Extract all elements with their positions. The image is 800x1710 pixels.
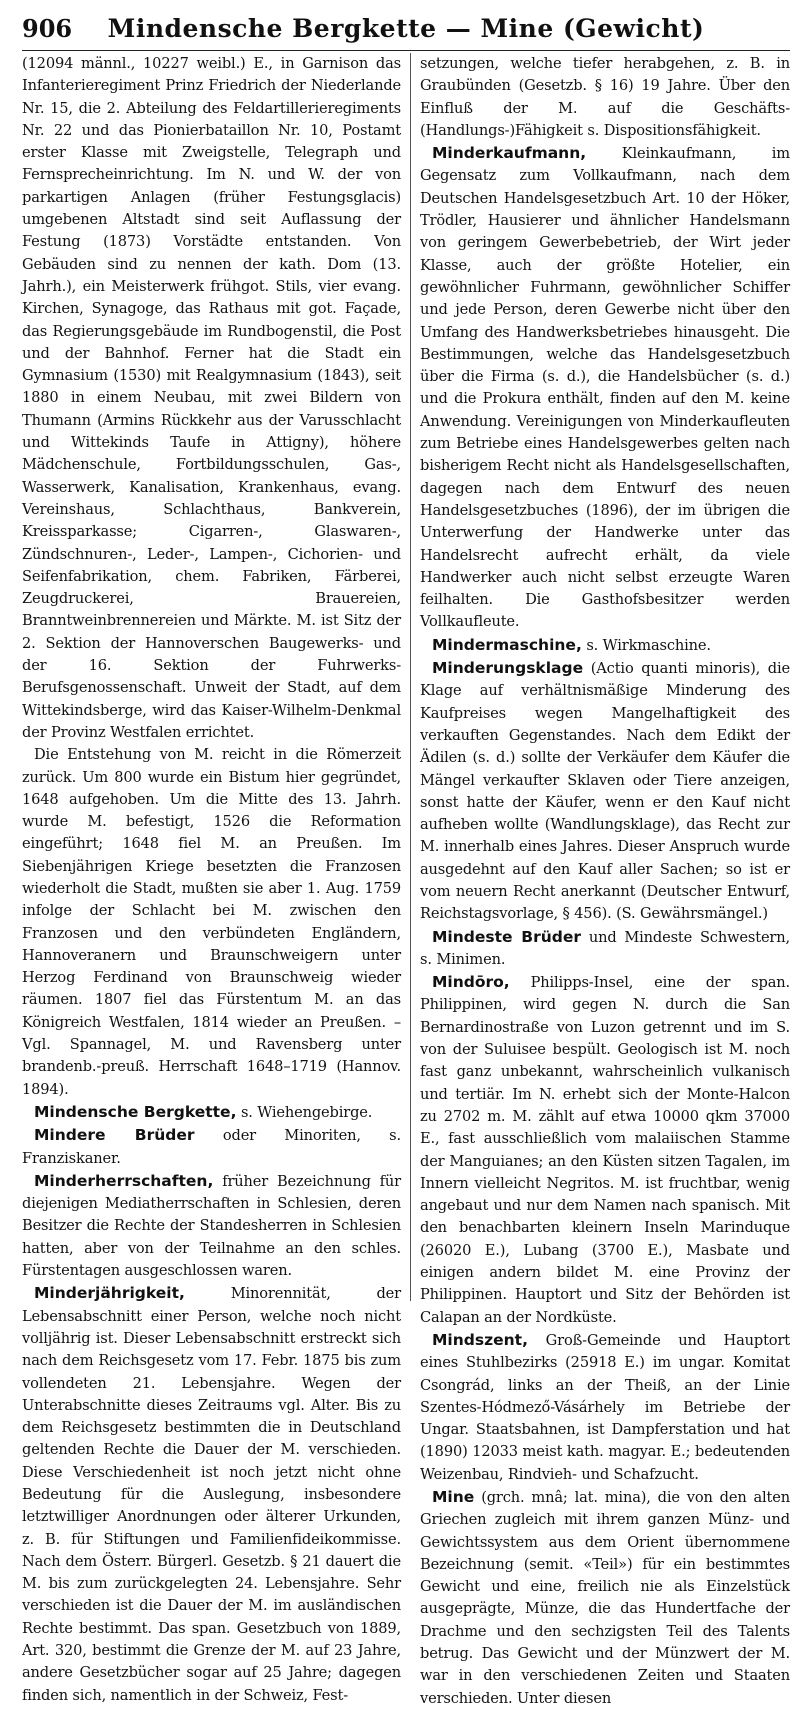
- entry-text: Kleinkaufmann, im Gegensatz zum Vollkaufmann, nach dem Deutschen Handelsgesetzbuch Art. 10 der Höker, Trödler, Hausierer und ähnlicher Handelsmann von geringem Gewerbebetrieb, der Wirt jeder Klasse, auch der größte Hotelier, ein gewöhnlicher Fuhrmann, gewöhnlicher Schiffer und jede Person, deren Gewerbe nicht über den Umfang des Handwerksbetriebes hinausgeht. Die Bestimmungen, welche das Handelsgesetzbuch über die Firma (s. d.), die Handelsbücher (s. d.) und die Prokura enthält, finden auf den M. keine Anwendung. Vereinigungen von Minderkaufleuten zum Betriebe eines Handelsgewerbes gelten nach bisherigem Recht nicht als Handelsgesellschaften, dagegen nach dem Entwurf des neuen Handelsgesetzbuches (1896), der im übrigen die Unterwerfung der Handwerke unter das Handelsrecht aufrecht erhält, da viele Handwerker auch nicht selbst erzeugte Waren feilhalten. Die Gasthofsbesitzer werden Vollkaufleute.: [420, 145, 790, 631]
- page-header: [22, 6, 790, 51]
- entry-text: und Mindeste Schwestern, s. Minimen.: [420, 928, 790, 968]
- headword: Mindensche Bergkette,: [34, 1102, 237, 1121]
- entry-text: setzungen, welche tiefer herabgehen, z. B. in Graubünden (Gesetzb. § 16) 19 Jahre. Über den Einfluß der M. auf die Geschäfts-(Handlungs-)Fähigkeit s. Dispositionsfähigkeit.: [420, 55, 790, 139]
- entry-text: Minorennität, der Lebensabschnitt einer Person, welche noch nicht volljährig ist. Dieser Lebensabschnitt erstreckt sich nach dem Reichsgesetz vom 17. Febr. 1875 bis zum vollendeten 21. Lebensjahre. Wegen der Unterabschnitte dieses Zeitraums vgl. Alter. Bis zu dem Reichsgesetz bestimmten die in Deutschland geltenden Rechte die Dauer der M. verschieden. Diese Verschiedenheit ist noch jetzt nicht ohne Bedeutung für die Auslegung, insbesondere letztwilliger Anordnungen oder älterer Urkunden, z. B. für Stiftungen und Familienfideikommisse. Nach dem Österr. Bürgerl. Gesetzb. § 21 dauert die M. bis zum zurückgelegten 24. Lebensjahre. Sehr verschieden ist die Dauer der M. im ausländischen Rechte bestimmt. Das span. Gesetzbuch von 1889, Art. 320, bestimmt die Grenze der M. auf 23 Jahre, andere Gesetzbücher sogar auf 25 Jahre; dagegen finden sich, namentlich in der Schweiz, Fest-: [22, 1285, 401, 1704]
- running-head: Mindensche Bergkette — Mine (Gewicht): [107, 13, 705, 43]
- headword: Minderherrschaften,: [34, 1171, 214, 1190]
- entry-text: Groß-Gemeinde und Hauptort eines Stuhlbezirks (25918 E.) im ungar. Komitat Csongrád, links an der Theiß, an der Linie Szentes-Hódmező-Vásárhely im Betriebe der Ungar. Staatsbahnen, ist Dampferstation und hat (1890) 12033 meist kath. magyar. E.; bedeutenden Weizenbau, Rindvieh- und Schafzucht.: [420, 1331, 790, 1483]
- entry-mindszent: [420, 1329, 790, 1486]
- text-columns: [22, 53, 790, 1707]
- headword: Mindōro,: [432, 973, 510, 992]
- entry-text: s. Wirkmaschine.: [581, 636, 711, 654]
- left-column: [22, 53, 401, 1704]
- headword: Minderungsklage: [432, 659, 584, 678]
- headword: Minderjährigkeit,: [34, 1284, 185, 1303]
- entry-text: Die Entstehung von M. reicht in die Römerzeit zurück. Um 800 wurde ein Bistum hier gegründet, 1648 aufgehoben. Um die Mitte des 13. Jahrh. wurde M. befestigt, 1526 die Reformation eingeführt; 1648 fiel M. an Preußen. Im Siebenjährigen Kriege besetzten die Franzosen wiederholt die Stadt, mußten sie aber 1. Aug. 1759 infolge der Schlacht bei M. zwischen den Franzosen und den verbündeten Engländern, Hannoveranern und Braunschweigern unter Herzog Ferdinand von Braunschweig wieder räumen. 1807 fiel das Fürstentum M. an das Königreich Westfalen, 1814 wieder an Preußen. – Vgl. Spannagel, M. und Ravensberg unter brandenb.-preuß. Herrschaft 1648–1719 (Hannov. 1894).: [22, 746, 401, 1098]
- entry-text: (grch. mnâ; lat. mina), die von den alten Griechen zugleich mit ihrem ganzen Münz- und Gewichtssystem aus dem Orient übernommene Bezeichnung (semit. «Teil») für ein bestimmtes Gewicht und eine, freilich nie als Einzelstück ausgeprägte, Münze, die das Hundertfache der Drachme und den sechzigsten Teil des Talents betrug. Das Gewicht und der Münzwert der M. war in den verschiedenen Zeiten und Staaten verschieden. Unter diesen: [420, 1489, 790, 1707]
- entry-text: (Actio quanti minoris), die Klage auf verhältnismäßige Minderung des Kaufpreises wegen Mangelhaftigkeit des verkauften Gegenstandes. Nach dem Edikt der Ädilen (s. d.) sollte der Verkäufer dem Käufer die Mängel verkaufter Sklaven oder Tiere anzeigen, sonst hatte der Käufer, wenn er den Kauf nicht aufheben wollte (Wandlungsklage), das Recht zur M. innerhalb eines Jahres. Dieser Anspruch wurde ausgedehnt auf den Kauf aller Sachen; so ist er vom neuern Recht anerkannt (Deutscher Entwurf, Reichstagsvorlage, § 456). (S. Gewährsmängel.): [420, 660, 790, 923]
- entry-text: oder Minoriten, s. Franziskaner.: [22, 1127, 401, 1167]
- entry-text: früher Bezeichnung für diejenigen Mediatherrschaften in Schlesien, deren Besitzer die Rechte der Standesherren in Schlesien hatten, aber von der Teilnahme an den schles. Fürstentagen ausgeschlossen waren.: [22, 1172, 401, 1280]
- headword: Mindeste Brüder: [432, 927, 582, 946]
- right-column: [410, 53, 790, 1707]
- entry-mine: [420, 1486, 790, 1710]
- entry-paragraph: [420, 53, 790, 142]
- entry-minderungsklage: [420, 657, 790, 926]
- headword: Minderkaufmann,: [432, 144, 587, 163]
- entry-mindensche-bergkette: [22, 1101, 401, 1124]
- entry-text: s. Wiehengebirge.: [236, 1103, 373, 1121]
- entry-mindere-brueder: [22, 1124, 401, 1170]
- entry-paragraph: [22, 53, 401, 744]
- entry-minderjaehrigkeit: [22, 1282, 401, 1707]
- entry-mindoro: [420, 971, 790, 1329]
- entry-text: Philipps-Insel, eine der span. Philippinen, wird gegen N. durch die San Bernardinostraße von Luzon getrennt und im S. von der Suluisee bespült. Geologisch ist M. noch fast ganz unbekannt, wahrscheinlich vulkanisch und tertiär. Im N. erhebt sich der Monte-Halcon zu 2702 m. M. zählt auf etwa 10000 qkm 37000 E., fast ausschließlich vom malaiischen Stamme der Manguianes; an den Küsten sitzen Tagalen, im Innern vielleicht Negritos. M. ist fruchtbar, wenig angebaut und nur dem Namen nach spanisch. Mit den benachbarten kleinern Inseln Marinduque (26020 E.), Lubang (3700 E.), Masbate und einigen andern bildet M. eine Provinz der Philippinen. Hauptort und Sitz der Behörden ist Calapan an der Nordküste.: [420, 974, 790, 1326]
- headword: Mindere Brüder: [34, 1126, 195, 1145]
- entry-text: (12094 männl., 10227 weibl.) E., in Garnison das Infanterieregiment Prinz Friedrich der Niederlande Nr. 15, die 2. Abteilung des Feldartillerieregiments Nr. 22 und das Pionierbataillon Nr. 10, Postamt erster Klasse mit Zweigstelle, Telegraph und Fernsprecheinrichtung. Im N. und W. der von parkartigen Anlagen (früher Festungsglacis) umgebenen Altstadt sind seit Auflassung der Festung (1873) Vorstädte entstanden. Von Gebäuden sind zu nennen der kath. Dom (13. Jahrh.), ein Meisterwerk frühgot. Stils, vier evang. Kirchen, Synagoge, das Rathaus mit got. Façade, das Regierungsgebäude im Rundbogenstil, die Post und der Bahnhof. Ferner hat die Stadt ein Gymnasium (1530) mit Realgymnasium (1843), seit 1880 in einem Neubau, mit zwei Bildern von Thumann (Armins Rückkehr aus der Varusschlacht und Wittekinds Taufe in Attigny), höhere Mädchenschule, Fortbildungsschulen, Gas-, Wasserwerk, Kanalisation, Krankenhaus, evang. Vereinshaus, Schlachthaus, Bankverein, Kreissparkasse; Cigarren-, Glaswaren-, Zündschnuren-, Leder-, Lampen-, Cichorien- und Seifenfabrikation, chem. Fabriken, Färberei, Zeugdruckerei, Brauereien, Branntweinbrennereien und Märkte. M. ist Sitz der 2. Sektion der Hannoverschen Baugewerks- und der 16. Sektion der Fuhrwerks-Berufsgenossenschaft. Unweit der Stadt, auf dem Wittekindsberge, wird das Kaiser-Wilhelm-Denkmal der Provinz Westfalen errichtet.: [22, 55, 401, 741]
- entry-paragraph: [22, 744, 401, 1101]
- entry-mindeste-brueder: [420, 926, 790, 972]
- entry-minderherrschaften: [22, 1170, 401, 1282]
- headword: Mindszent,: [432, 1330, 528, 1349]
- headword: Mine: [432, 1488, 475, 1506]
- headword: Mindermaschine,: [432, 635, 582, 654]
- entry-minderkaufmann: [420, 142, 790, 634]
- entry-mindermaschine: [420, 634, 790, 657]
- page-number: 906: [22, 14, 73, 43]
